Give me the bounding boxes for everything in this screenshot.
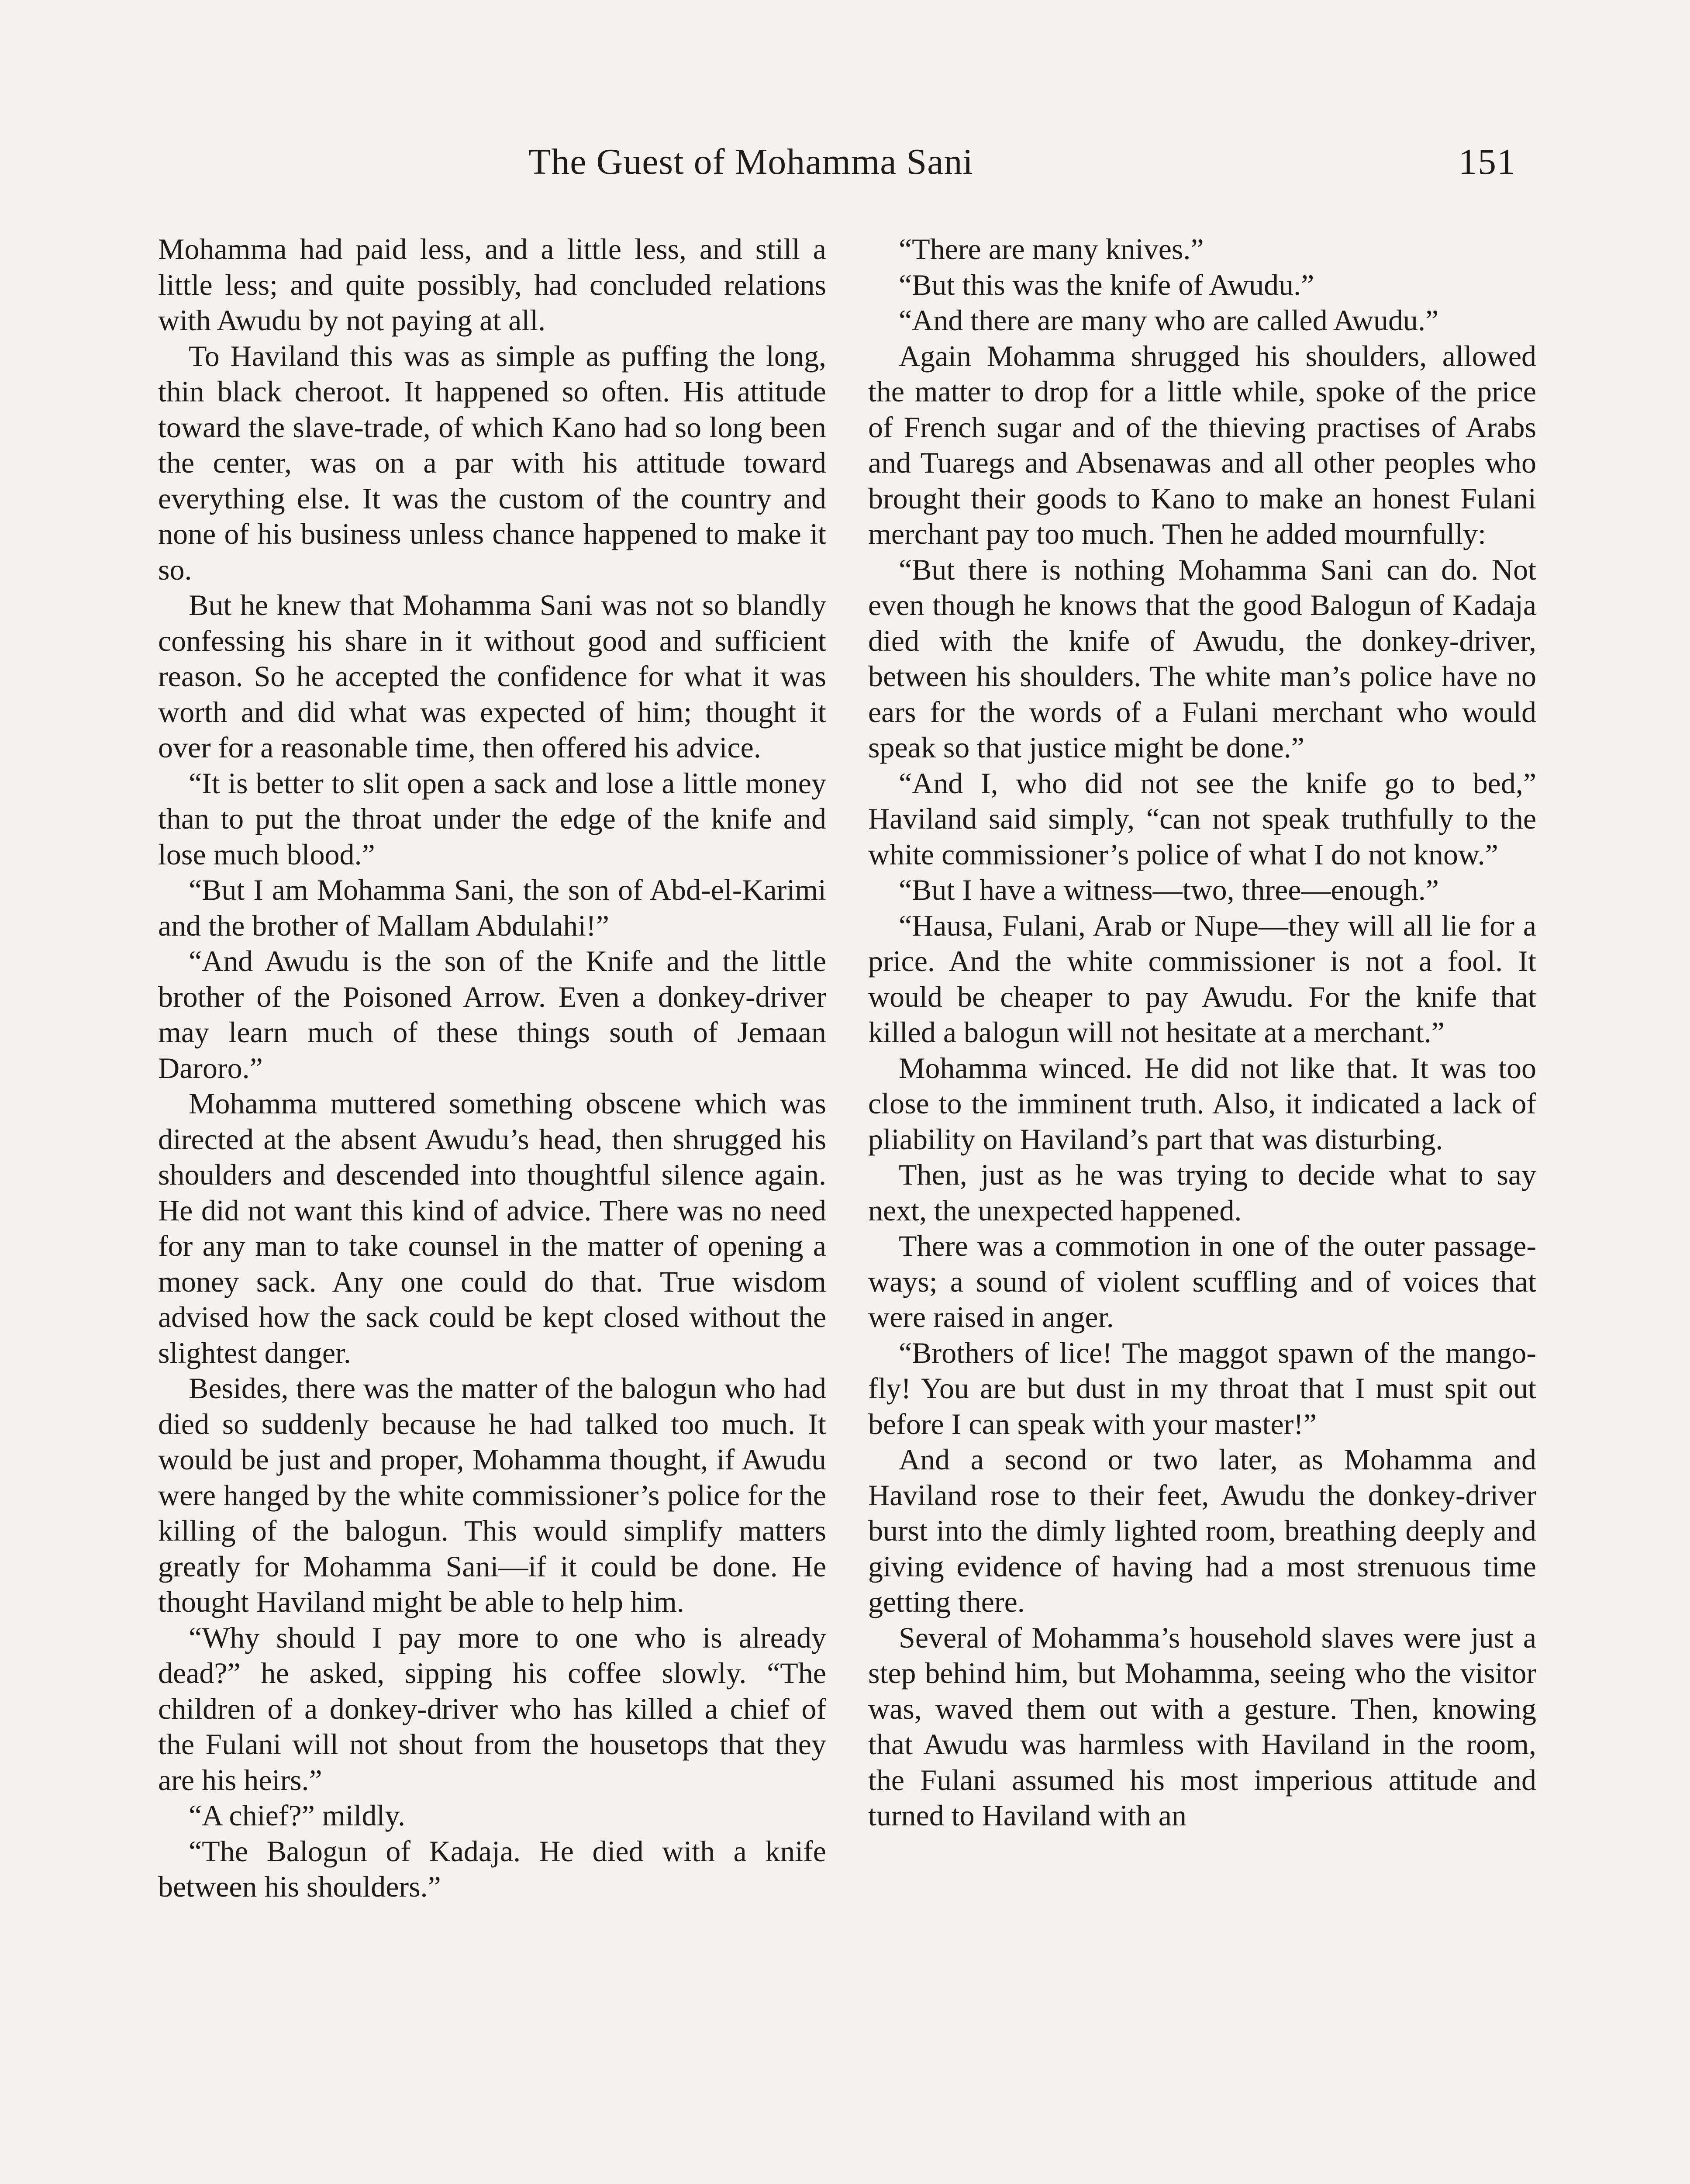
paragraph: “Why should I pay more to one who is already dead?” he asked, sipping his coffee slowly. “The children of a donkey-driver who has killed a chief of the Fulani will not shout from the housetops that they are his heirs.”: [158, 1621, 826, 1797]
paragraph: Mohamma winced. He did not like that. It was too close to the imminent truth. Also, it indicated a lack of pliability on Haviland’s part that was disturbing.: [868, 1051, 1536, 1156]
paragraph: “Hausa, Fulani, Arab or Nupe—they will all lie for a price. And the white commissioner is not a fool. It would be cheaper to pay Awudu. For the knife that killed a balogun will not hesitate at a merchant.”: [868, 909, 1536, 1049]
paragraph: “And I, who did not see the knife go to bed,” Haviland said simply, “can not speak truthfully to the white commissioner’s police of what I do not know.”: [868, 766, 1536, 871]
paragraph: Mohamma muttered something obscene which was directed at the absent Awudu’s head, then shrugged his shoulders and descended into thoughtful silence again. He did not want this kind of advice. There was no need for any man to take counsel in the matter of opening a money sack. Any one could do that. True wisdom advised how the sack could be kept closed without the slightest danger.: [158, 1087, 826, 1369]
paragraph: Again Mohamma shrugged his shoulders, allowed the matter to drop for a little while, spoke of the price of French sugar and of the thieving practises of Arabs and Tuaregs and Absenawas and all other peoples who brought their goods to Kano to make an honest Fulani merchant pay too much. Then he added mournfully:: [868, 339, 1536, 550]
paragraph: Several of Mohamma’s household slaves were just a step behind him, but Mohamma, seeing who the visitor was, waved them out with a gesture. Then, knowing that Awudu was harmless with Haviland in the room, the Fulani assumed his most imperious attitude and turned to Haviland with an: [868, 1621, 1536, 1832]
paragraph: “There are many knives.”: [899, 232, 1204, 266]
paragraph: “It is better to slit open a sack and lose a little money than to put the throat under the edge of the knife and lose much blood.”: [158, 766, 826, 871]
running-title: The Guest of Mohamma Sani: [528, 142, 973, 182]
paragraph: “But I am Mohamma Sani, the son of Abd-el-Karimi and the brother of Mallam Abdulahi!”: [158, 873, 826, 942]
paragraph: “But there is nothing Mohamma Sani can do. Not even though he knows that the good Balogun of Kadaja died with the knife of Awudu, the donkey-driver, between his shoulders. The white man’s police have no ears for the words of a Fulani merchant who would speak so that justice might be done.”: [868, 553, 1536, 764]
right-column: [868, 232, 1536, 1834]
paragraph: But he knew that Mohamma Sani was not so blandly confessing his share in it without good and sufficient reason. So he accepted the confidence for what it was worth and did what was expected of him; thought it over for a reasonable time, then offered his advice.: [158, 588, 826, 764]
left-column: [158, 232, 826, 1905]
paragraph: “And Awudu is the son of the Knife and the little brother of the Poisoned Arrow. Even a donkey-driver may learn much of these things south of Jemaan Daroro.”: [158, 944, 826, 1085]
paragraph: “The Balogun of Kadaja. He died with a knife between his shoulders.”: [158, 1834, 826, 1903]
paragraph: Besides, there was the matter of the balogun who had died so suddenly because he had talked too much. It would be just and proper, Mohamma thought, if Awudu were hanged by the white commissioner’s police for the killing of the balogun. This would simplify matters greatly for Mohamma Sani—if it could be done. He thought Haviland might be able to help him.: [158, 1372, 826, 1618]
paragraph: Mohamma had paid less, and a little less, and still a little less; and quite possibly, had concluded relations with Awudu by not paying at all.: [158, 232, 826, 337]
paragraph: “A chief?” mildly.: [189, 1799, 405, 1832]
page-number: 151: [1459, 142, 1516, 182]
paragraph: “And there are many who are called Awudu.”: [899, 304, 1439, 337]
paragraph: To Haviland this was as simple as puffing the long, thin black cheroot. It happened so often. His attitude toward the slave-trade, of which Kano had so long been the center, was on a par with his attitude toward everything else. It was the custom of the country and none of his business unless chance happened to make it so.: [158, 339, 826, 586]
paragraph: “But this was the knife of Awudu.”: [899, 268, 1314, 301]
paragraph: “But I have a witness—two, three—enough.”: [899, 873, 1439, 906]
paragraph: And a second or two later, as Mohamma and Haviland rose to their feet, Awudu the donkey-driver burst into the dimly lighted room, breathing deeply and giving evidence of having had a most strenuous time getting there.: [868, 1443, 1536, 1618]
paragraph: Then, just as he was trying to decide what to say next, the unexpected happened.: [868, 1158, 1536, 1227]
paragraph: “Brothers of lice! The maggot spawn of the mango-fly! You are but dust in my throat that I must spit out before I can speak with your master!”: [868, 1336, 1536, 1441]
paragraph: There was a commotion in one of the outer passage-ways; a sound of violent scuffling and of voices that were raised in anger.: [868, 1229, 1536, 1334]
